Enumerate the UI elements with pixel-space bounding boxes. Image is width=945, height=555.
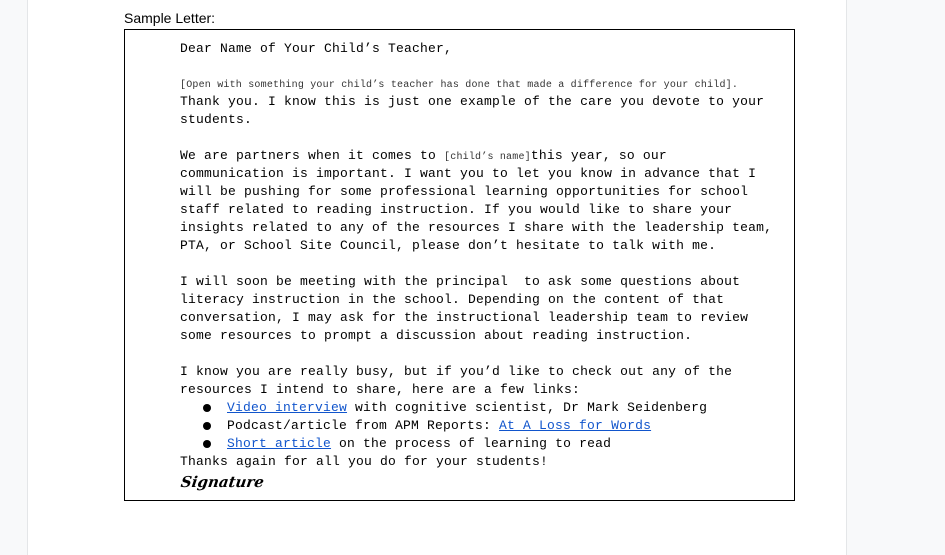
bullet-dot-2 [203,422,211,430]
paragraph-2-line-4: staff related to reading instruction. If you would like to share your [180,202,733,217]
bullet-item-2 [227,417,651,435]
paragraph-2-text-b: this year, so our [530,148,667,163]
paragraph-4-line-1: I know you are really busy, but if you’d like to check out any of the [180,364,733,379]
letter-greeting: Dear Name of Your Child’s Teacher, [180,41,453,56]
paragraph-1-line-2: students. [180,112,253,127]
paragraph-3-line-4: some resources to prompt a discussion about reading instruction. [180,328,693,343]
paragraph-2-line-1 [180,147,667,167]
paragraph-2-line-3: will be pushing for some professional learning opportunities for school [180,184,749,199]
paragraph-2-line-6: PTA, or School Site Council, please don’t hesitate to talk with me. [180,238,717,253]
paragraph-2-line-5: insights related to any of the resources I share with the leadership team, [180,220,773,235]
bullet-3-text: on the process of learning to read [331,436,612,451]
video-interview-link[interactable]: Video interview [227,400,348,415]
paragraph-4-line-2: resources I intend to share, here are a few links: [180,382,581,397]
paragraph-3-line-1: I will soon be meeting with the principal to ask some questions about [180,274,741,289]
short-article-link[interactable]: Short article [227,436,332,451]
signature: Signature [179,473,266,491]
bullet-1-text: with cognitive scientist, Dr Mark Seidenberg [347,400,708,415]
bullet-dot-1 [203,404,211,412]
letter-closing: Thanks again for all you do for your students! [180,454,549,469]
section-heading: Sample Letter: [124,10,216,26]
bullet-2-text: Podcast/article from APM Reports: [227,418,500,433]
opening-note: [Open with something your child’s teacher has done that made a difference for your child]. [180,80,739,91]
child-name-placeholder: [child’s name] [444,152,531,163]
paragraph-2-text-a: We are partners when it comes to [180,148,445,163]
paragraph-3-line-3: conversation, I may ask for the instructional leadership team to review [180,310,749,325]
at-a-loss-for-words-link[interactable]: At A Loss for Words [499,418,652,433]
bullet-item-3 [227,435,611,453]
bullet-item-1 [227,399,707,417]
letter-box [124,29,795,501]
paragraph-3-line-2: literacy instruction in the school. Depending on the content of that [180,292,725,307]
paragraph-1-line-1: Thank you. I know this is just one example of the care you devote to your [180,94,765,109]
bullet-dot-3 [203,440,211,448]
paragraph-2-line-2: communication is important. I want you to let you know in advance that I [180,166,757,181]
